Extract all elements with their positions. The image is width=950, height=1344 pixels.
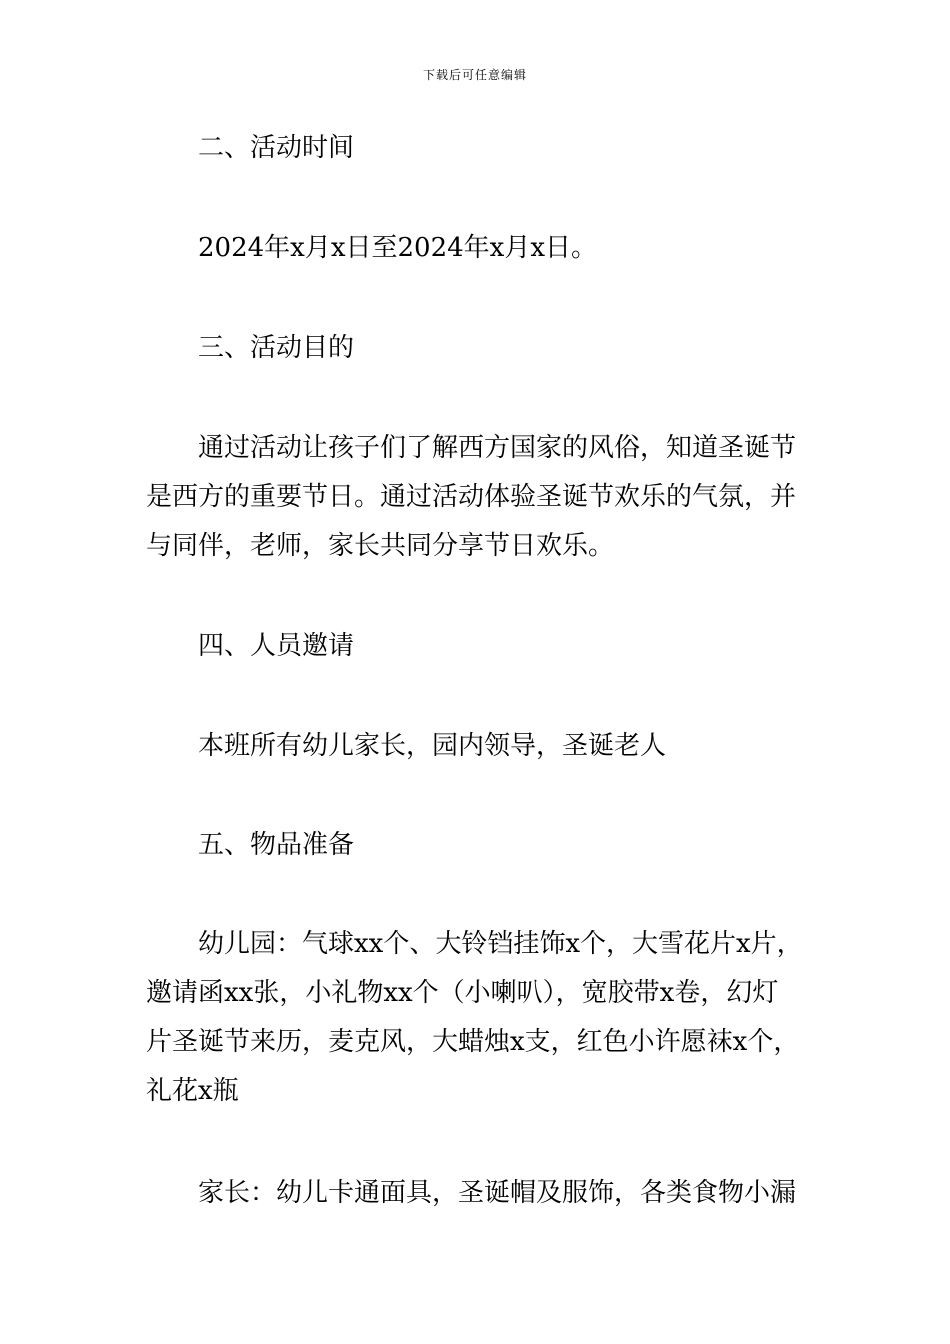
section-3-heading: 三、活动目的	[198, 333, 355, 363]
section-3-body-line: 与同伴，老师，家长共同分享节日欢乐。	[146, 531, 615, 561]
section-5-parents-list: 家长：幼儿卡通面具，圣诞帽及服饰，各类食物小漏	[198, 1178, 797, 1208]
section-4-body: 本班所有幼儿家长，园内领导，圣诞老人	[198, 731, 667, 761]
section-5-kindergarten-list	[146, 920, 816, 1116]
section-3-body-line: 是西方的重要节日。通过活动体验圣诞节欢乐的气氛，并	[146, 482, 797, 512]
section-2-body: 2024年x月x日至2024年x月x日。	[198, 233, 597, 263]
kindergarten-list-line: 邀请函xx张，小礼物xx个（小喇叭），宽胶带x卷，幻灯	[146, 978, 779, 1008]
page-header-note: 下载后可任意编辑	[422, 68, 527, 82]
kindergarten-list-line: 片圣诞节来历，麦克风，大蜡烛x支，红色小许愿袜x个，	[146, 1027, 800, 1057]
section-5-heading: 五、物品准备	[198, 830, 355, 860]
section-3-body-line: 通过活动让孩子们了解西方国家的风俗，知道圣诞节	[198, 433, 797, 463]
section-4-heading: 四、人员邀请	[198, 631, 355, 661]
kindergarten-list-line: 礼花x瓶	[146, 1076, 239, 1106]
section-2-heading: 二、活动时间	[198, 133, 355, 163]
kindergarten-list-line: 幼儿园：气球xx个、大铃铛挂饰x个，大雪花片x片，	[198, 929, 803, 959]
section-3-body	[146, 424, 816, 571]
